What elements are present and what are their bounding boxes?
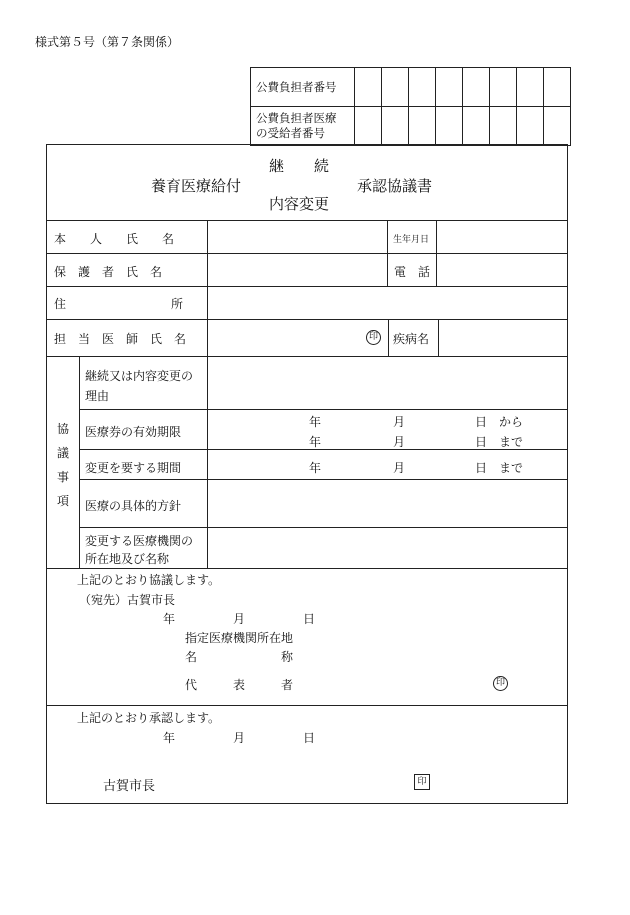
digit-box[interactable] xyxy=(490,107,517,146)
title-right: 承認協議書 xyxy=(357,177,433,195)
doctor-input[interactable] xyxy=(208,320,388,356)
payer-number-label: 公費負担者番号 xyxy=(251,68,355,107)
institution-input[interactable] xyxy=(208,528,568,568)
agreement-month: 月 xyxy=(233,612,246,626)
consult-side-char: 協 xyxy=(57,422,70,436)
representative-label-3: 者 xyxy=(281,678,294,692)
agreement-year: 年 xyxy=(163,612,176,626)
period-label: 変更を要する期間 xyxy=(85,461,182,475)
validity-to-year: 年 xyxy=(309,435,322,449)
mayor-seal-icon: 印 xyxy=(414,774,430,790)
doctor-label: 担 当 医 師 氏 名 xyxy=(54,332,187,346)
recipient-number-label xyxy=(251,107,355,146)
address-label-r: 所 xyxy=(171,297,184,311)
digit-box[interactable] xyxy=(436,107,463,146)
disease-input[interactable] xyxy=(439,320,568,356)
institution-name-label-l: 名 xyxy=(185,650,198,664)
consult-side-char: 項 xyxy=(57,494,70,508)
agreement-statement: 上記のとおり協議します。 xyxy=(77,573,221,587)
institution-label xyxy=(85,532,193,568)
approval-month: 月 xyxy=(233,731,246,745)
digit-box[interactable] xyxy=(409,68,436,107)
period-day: 日 まで xyxy=(475,461,524,475)
title-change: 内容変更 xyxy=(269,195,330,213)
digit-box[interactable] xyxy=(463,68,490,107)
reason-label-line2: 理由 xyxy=(85,389,110,403)
approval-year: 年 xyxy=(163,731,176,745)
form-number: 様式第５号（第７条関係） xyxy=(35,35,180,49)
disease-label: 疾病名 xyxy=(393,332,430,346)
digit-box[interactable] xyxy=(517,68,544,107)
digit-box[interactable] xyxy=(409,107,436,146)
guardian-input[interactable] xyxy=(208,254,387,286)
period-month: 月 xyxy=(393,461,406,475)
guardian-label: 保 護 者 氏 名 xyxy=(54,265,163,279)
address-label-l: 住 xyxy=(54,297,67,311)
recipient-number-row xyxy=(251,107,571,146)
representative-label-2: 表 xyxy=(233,678,246,692)
reason-input[interactable] xyxy=(208,357,568,409)
consult-side-label xyxy=(57,417,69,513)
period-year: 年 xyxy=(309,461,322,475)
name-label: 本 人 氏 名 xyxy=(54,232,175,246)
reason-label xyxy=(85,366,193,406)
validity-to-month: 月 xyxy=(393,435,406,449)
phone-input[interactable] xyxy=(437,254,568,286)
validity-from-year: 年 xyxy=(309,415,322,429)
institution-address-label: 指定医療機関所在地 xyxy=(185,631,294,645)
recipient-number-table xyxy=(250,67,571,146)
title-left: 養育医療給付 xyxy=(151,177,242,195)
birth-input[interactable] xyxy=(437,221,568,253)
digit-box[interactable] xyxy=(355,107,382,146)
phone-label: 電 話 xyxy=(394,265,431,279)
consultation-form xyxy=(46,144,568,804)
mayor-label: 古賀市長 xyxy=(103,779,156,794)
representative-seal-icon: 印 xyxy=(493,676,508,691)
policy-label: 医療の具体的方針 xyxy=(85,499,182,513)
institution-name-label-r: 称 xyxy=(281,650,294,664)
reason-label-line1: 継続又は内容変更の xyxy=(85,369,194,383)
digit-box[interactable] xyxy=(436,68,463,107)
validity-from-month: 月 xyxy=(393,415,406,429)
title-continue: 継 続 xyxy=(269,157,330,175)
doctor-seal-icon: 印 xyxy=(366,330,381,345)
name-input[interactable] xyxy=(208,221,387,253)
digit-box[interactable] xyxy=(517,107,544,146)
agreement-addressee: （宛先）古賀市長 xyxy=(79,593,176,607)
approval-day: 日 xyxy=(303,731,316,745)
consult-side-char: 事 xyxy=(57,470,70,484)
recipient-number-label-line1: 公費負担者医療 xyxy=(256,111,337,125)
payer-number-row xyxy=(251,68,571,107)
institution-label-line1: 変更する医療機関の xyxy=(85,534,194,548)
digit-box[interactable] xyxy=(544,107,571,146)
policy-input[interactable] xyxy=(208,480,568,527)
digit-box[interactable] xyxy=(355,68,382,107)
validity-label: 医療券の有効期限 xyxy=(85,425,182,439)
validity-from-day: 日 から xyxy=(475,415,524,429)
validity-to-day: 日 まで xyxy=(475,435,524,449)
digit-box[interactable] xyxy=(463,107,490,146)
recipient-number-label-line2: の受給者番号 xyxy=(256,126,325,140)
representative-label-1: 代 xyxy=(185,678,198,692)
digit-box[interactable] xyxy=(382,68,409,107)
digit-box[interactable] xyxy=(544,68,571,107)
digit-box[interactable] xyxy=(382,107,409,146)
institution-label-line2: 所在地及び名称 xyxy=(85,552,170,566)
digit-box[interactable] xyxy=(490,68,517,107)
consult-side-char: 議 xyxy=(57,446,70,460)
agreement-day: 日 xyxy=(303,612,316,626)
approval-statement: 上記のとおり承認します。 xyxy=(77,711,221,725)
address-input[interactable] xyxy=(208,287,568,319)
birth-label: 生年月日 xyxy=(393,235,430,245)
